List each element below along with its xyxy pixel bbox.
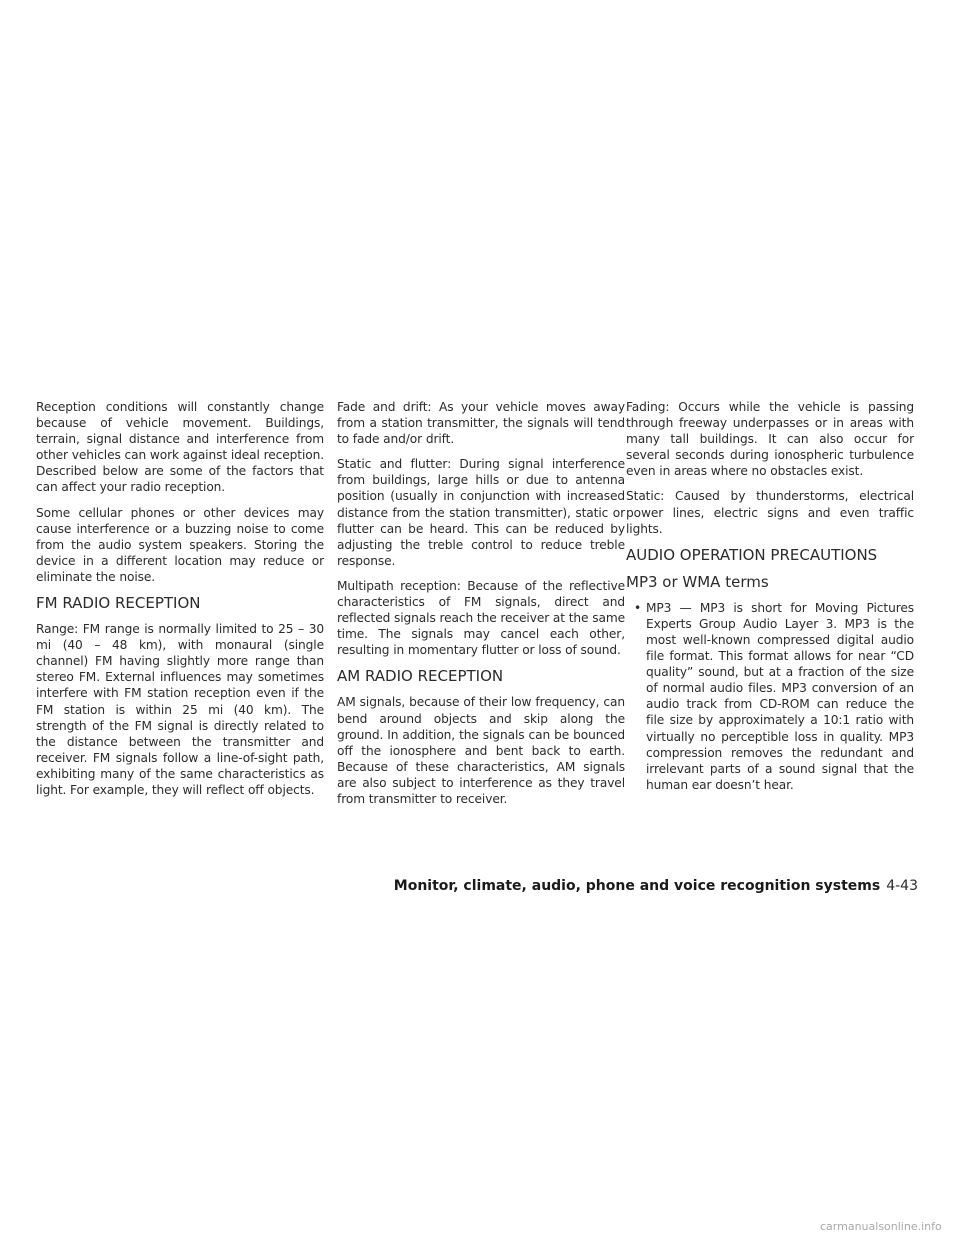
column-2 — [337, 399, 625, 816]
am-radio-heading: AM RADIO RECEPTION — [337, 667, 504, 686]
am-signals-paragraph: AM signals, because of their low frequency, can bend around objects and skip along the ground. In addition, the signals can be bounced off the ionosphere and bent back to earth. Because of these characteristics, AM signals are also subject to interference as they travel from transmitter to receiver. — [337, 695, 625, 806]
fm-range-paragraph: Range: FM range is normally limited to 25 – 30 mi (40 – 48 km), with monaural (single channel) FM having slightly more range than stereo FM. External influences may sometimes interfere with FM station reception even if the FM station is within 25 mi (40 km). The strength of the FM signal is directly related to the distance between the transmitter and receiver. FM signals follow a line-of-sight path, exhibiting many of the same characteristics as light. For example, they will reflect off objects. — [36, 622, 324, 797]
audio-precautions-heading: AUDIO OPERATION PRECAUTIONS — [626, 545, 878, 564]
fade-drift-paragraph: Fade and drift: As your vehicle moves away from a station transmitter, the signals will tend to fade and/or drift. — [337, 400, 625, 447]
footer-section-title: Monitor, climate, audio, phone and voice recognition systems — [393, 878, 881, 894]
mp3-wma-terms-heading: MP3 or WMA terms — [626, 572, 769, 591]
multipath-paragraph: Multipath reception: Because of the reflective characteristics of FM signals, direct and reflected signals reach the receiver at the same time. The signals may cancel each other, resulting in momentary flutter or loss of sound. — [337, 578, 625, 658]
cellular-interference-paragraph: Some cellular phones or other devices may cause interference or a buzzing noise to come from the audio system speakers. Storing the device in a different location may reduce or eliminate the noise. — [36, 505, 324, 584]
page-footer — [394, 876, 918, 896]
reception-intro-paragraph: Reception conditions will constantly change because of vehicle movement. Buildings, terrain, signal distance and interference from other vehicles can work against ideal reception. Described below are some of the factors that can affect your radio reception. — [36, 400, 324, 495]
list-item — [626, 600, 914, 793]
fading-paragraph: Fading: Occurs while the vehicle is passing through freeway underpasses or in areas with many tall buildings. It can also occur for several seconds during ionospheric turbulence even in areas where no obstacles exist. — [626, 400, 914, 479]
column-3 — [626, 399, 914, 793]
fm-radio-heading: FM RADIO RECEPTION — [36, 594, 201, 613]
page-number: 4-43 — [886, 878, 918, 894]
mp3-definition-text: MP3 — MP3 is short for Moving Pictures Experts Group Audio Layer 3. MP3 is the most well-known compressed digital audio file format. This format allows for near “CD quality” sound, but at a fraction of the size of normal audio files. MP3 conversion of an audio track from CD-ROM can reduce the file size by approximately a 10:1 ratio with virtually no perceptible loss in quality. MP3 compression removes the redundant and irrelevant parts of a sound signal that the human ear doesn’t hear. — [646, 600, 914, 792]
static-flutter-paragraph: Static and flutter: During signal interference from buildings, large hills or due to antenna position (usually in conjunction with increased distance from the station transmitter), static or flutter can be heard. This can be reduced by adjusting the treble control to reduce treble response. — [337, 457, 625, 568]
bullet-icon: • — [634, 600, 642, 615]
mp3-terms-list — [626, 600, 914, 793]
static-paragraph: Static: Caused by thunderstorms, electrical power lines, electric signs and even traffic lights. — [626, 489, 914, 536]
watermark-text: carmanualsonline.info — [820, 1220, 942, 1233]
column-1 — [36, 399, 324, 807]
